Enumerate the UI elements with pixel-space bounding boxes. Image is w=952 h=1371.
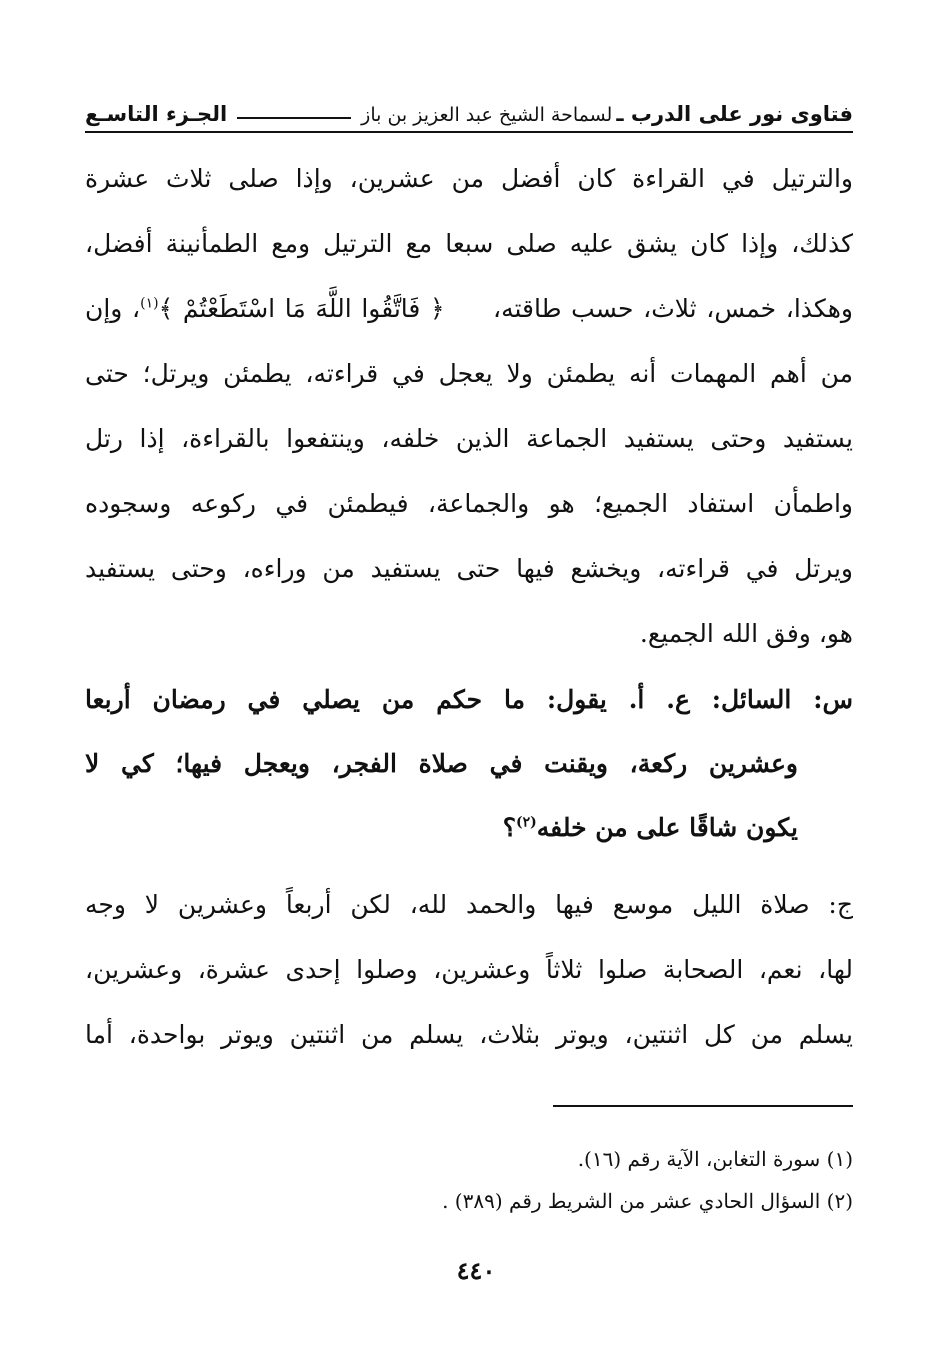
- answer-line: يسلم من كل اثنتين، ويوتر بثلاث، يسلم من اثنتين ويوتر بواحدة، أما: [85, 1020, 853, 1049]
- footnote: (١) سورة التغابن، الآية رقم (١٦).: [577, 1147, 853, 1171]
- footnote-ref: (١): [140, 295, 159, 312]
- header-divider: [85, 131, 853, 133]
- question-text: يكون شاقًا على من خلفه: [536, 813, 798, 842]
- text-line-with-quran: [85, 276, 853, 341]
- header-dash-rule: [237, 117, 351, 119]
- question-mark: ؟: [502, 813, 516, 842]
- text-line: هو، وفق الله الجميع.: [639, 619, 853, 648]
- question-line: س: السائل: ع. أ. يقول: ما حكم من يصلي في رمضان أربعا: [85, 685, 853, 714]
- answer-line: ج: صلاة الليل موسع فيها والحمد لله، لكن أربعاً وعشرين لا وجه: [85, 890, 853, 919]
- footnote-ref: (٢): [516, 814, 537, 831]
- answer-block: [85, 872, 853, 1067]
- page-number: ٤٤٠: [456, 1256, 496, 1285]
- footnote: (٢) السؤال الحادي عشر من الشريط رقم (٣٨٩) .: [442, 1189, 853, 1213]
- running-header: [85, 92, 853, 126]
- text-line: يستفيد وحتى يستفيد الجماعة الذين خلفه، وينتفعوا بالقراءة، إذا رتل: [85, 424, 853, 453]
- paragraph-answer-continuation: [85, 146, 853, 666]
- text-line: واطمأن استفاد الجميع؛ هو والجماعة، فيطمئن في ركوعه وسجوده: [85, 489, 853, 518]
- text-line: من أهم المهمات أنه يطمئن ولا يعجل في قراءته، يطمئن ويرتل؛ حتى: [85, 359, 853, 388]
- text-line: كذلك، وإذا كان يشق عليه صلى سبعا مع الترتيل ومع الطمأنينة أفضل،: [85, 229, 853, 258]
- footnotes: [85, 1138, 853, 1222]
- text-line: ويرتل في قراءته، ويخشع فيها حتى يستفيد من وراءه، وحتى يستفيد: [85, 554, 853, 583]
- volume-label: الجـزء التاسـع: [85, 102, 228, 126]
- author-name: لسماحة الشيخ عبد العزيز بن باز: [361, 104, 613, 126]
- question-line: [85, 796, 853, 860]
- quran-verse: ﴿ فَاتَّقُوا اللَّهَ مَا اسْتَطَعْتُمْ ﴾: [158, 294, 445, 323]
- footnote-separator: [553, 1105, 853, 1107]
- text-segment: ، وإن: [85, 294, 141, 323]
- answer-line: لها، نعم، الصحابة صلوا ثلاثاً وعشرين، وصلوا إحدى عشرة، وعشرين،: [85, 955, 853, 984]
- question-block: [85, 668, 853, 860]
- text-segment: وهكذا، خمس، ثلاث، حسب طاقته،: [493, 294, 853, 323]
- book-title: فتاوى نور على الدرب ـ: [616, 102, 853, 126]
- question-line: وعشرين ركعة، ويقنت في صلاة الفجر، ويعجل فيها؛ كي لا: [85, 749, 798, 778]
- text-line: والترتيل في القراءة كان أفضل من عشرين، وإذا صلى ثلاث عشرة: [85, 164, 853, 193]
